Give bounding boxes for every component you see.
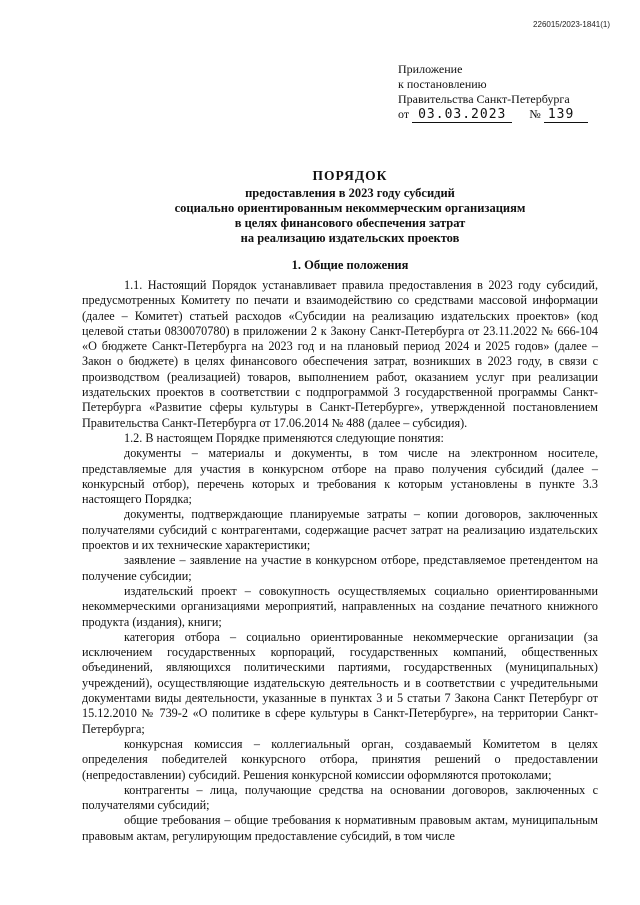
appendix-line-2: к постановлению [398, 77, 487, 91]
title-line-3: в целях финансового обеспечения затрат [234, 216, 466, 230]
paragraph: общие требования – общие требования к нормативным правовым актам, муниципальным правовым актам, регулирующим предоставление субсидий, в том числе [82, 813, 598, 843]
appendix-date-line [398, 107, 588, 122]
date-prefix: от [398, 107, 410, 121]
appendix-block [398, 62, 588, 122]
paragraph: издательский проект – совокупность осуществляемых социально ориентированными некоммерческими организациями мероприятий, направленных на создание печатного книжного продукта (издания), книги; [82, 583, 598, 629]
paragraph: категория отбора – социально ориентированные некоммерческие организации (за исключением государственных корпораций, государственных компаний, общественных объединений, являющихся политическими партиями, государственных (муниципальных) учреждений), осуществляющие издательскую деятельность и в соответствии с учредительными документами виды деятельности, указанные в пунктах 3 и 5 статьи 7 Закона Санкт Петербург от 15.12.2010 № 739-2 «О политике в сфере культуры в Санкт-Петербурге», на территории Санкт-Петербурга; [82, 629, 598, 736]
paragraph: контрагенты – лица, получающие средства на основании договоров, заключенных с получателями субсидий; [82, 782, 598, 813]
title-line-4: на реализацию издательских проектов [240, 231, 460, 245]
appendix-line-1: Приложение [398, 62, 463, 76]
title-main: ПОРЯДОК [312, 168, 388, 183]
paragraph: заявление – заявление на участие в конкурсном отборе, представляемое претендентом на получение субсидии; [82, 553, 598, 583]
handwritten-number: 139 [544, 107, 588, 123]
section-heading: 1. Общие положения [291, 258, 409, 272]
paragraph: документы – материалы и документы, в том числе на электронном носителе, представляемые для участия в конкурсном отборе на право получения субсидий (далее – конкурсный отбор), перечень которых и требования к которым установлены в пункте 3.3 настоящего Порядка; [82, 446, 598, 507]
title-line-2: социально ориентированным некоммерческим организациям [174, 201, 526, 215]
paragraph: документы, подтверждающие планируемые затраты – копии договоров, заключенных получателями субсидий с контрагентами, содержащие расчет затрат на реализацию издательских проектов и их технические характеристики; [82, 507, 598, 553]
document-title [100, 168, 600, 246]
paragraph: 1.1. Настоящий Порядок устанавливает правила предоставления в 2023 году субсидий, предусмотренных Комитету по печати и взаимодействию со средствами массовой информации (далее – Комитет) статьей расходов «Субсидии на реализацию издательских проектов» (код целевой статьи 0830070780) в приложении 2 к Закону Санкт-Петербурга от 23.11.2022 № 666-104 «О бюджете Санкт-Петербурга на 2023 год и на плановый период 2024 и 2025 годов» (далее – Закон о бюджете) в целях финансового обеспечения затрат, возникших в 2023 году, в связи с производством (реализацией) товаров, выполнением работ, оказанием услуг при реализации издательских проектов в соответствии с подпрограммой 3 государственной программы Санкт-Петербурга «Развитие сферы культуры в Санкт-Петербурге», утвержденной постановлением Правительства Санкт-Петербурга от 17.06.2014 № 488 (далее – субсидия). [82, 278, 598, 430]
document-body [82, 278, 598, 844]
title-line-1: предоставления в 2023 году субсидий [245, 186, 455, 200]
number-prefix: № [529, 107, 541, 121]
paragraph: 1.2. В настоящем Порядке применяются следующие понятия: [124, 430, 444, 445]
appendix-line-3: Правительства Санкт-Петербурга [398, 92, 570, 106]
paragraph: конкурсная комиссия – коллегиальный орган, создаваемый Комитетом в целях определения победителей конкурсного отбора, принятия решений о предоставлении (непредоставлении) субсидий. Решения конкурсной комиссии оформляются протоколами; [82, 736, 598, 782]
handwritten-date: 03.03.2023 [412, 107, 512, 123]
document-number: 226015/2023-1841(1) [533, 20, 610, 29]
